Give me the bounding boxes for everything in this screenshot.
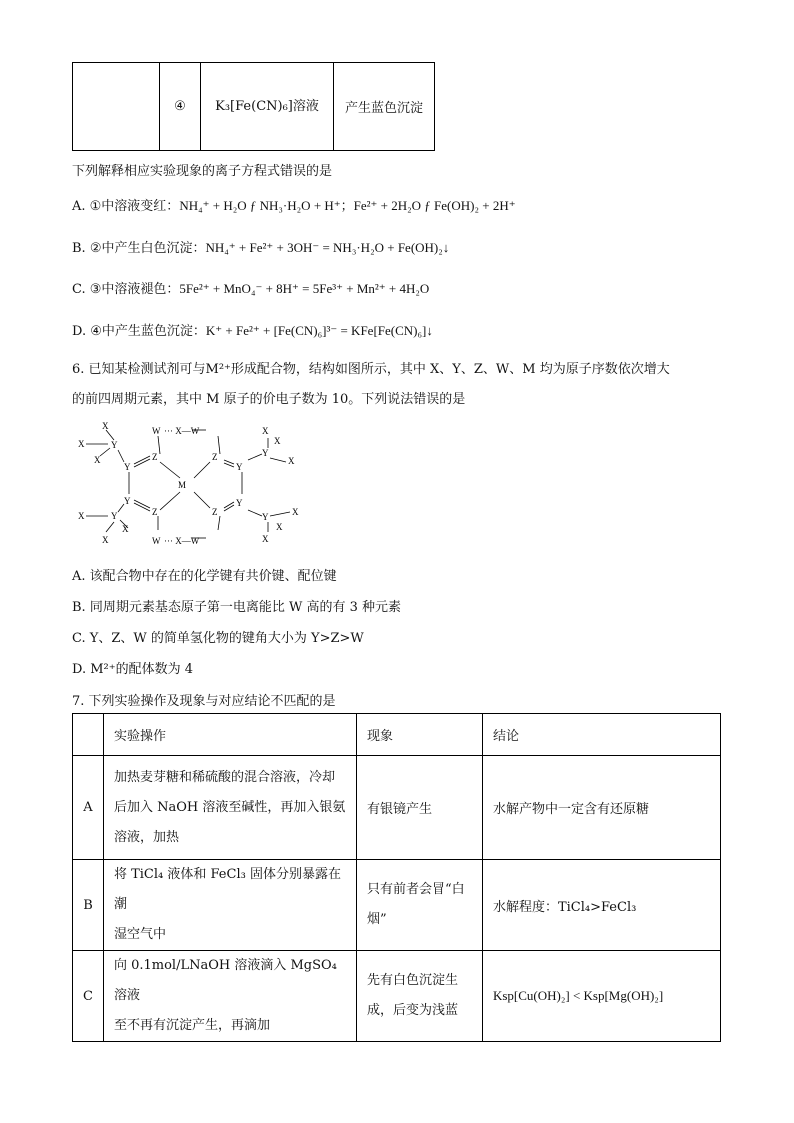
- q7-header-label: [73, 714, 104, 756]
- q5-stem: 下列解释相应实验现象的离子方程式错误的是: [72, 164, 333, 179]
- q5-option-a-label: A. ①中溶液变红：: [72, 199, 180, 214]
- q5-option-c: [72, 278, 429, 297]
- q7-row-c-phenomenon: [356, 951, 482, 1042]
- svg-text:Y: Y: [111, 511, 118, 521]
- q6-option-c: C. Y、Z、W 的简单氢化物的键角大小为 Y>Z>W: [72, 631, 364, 646]
- svg-text:Y: Y: [124, 462, 131, 472]
- q7-row-a-label: A: [73, 756, 104, 860]
- q7-table: [72, 713, 721, 1042]
- svg-text:X: X: [122, 524, 129, 534]
- svg-text:X: X: [292, 507, 299, 517]
- q7-row-b-op-line1: 将 TiCl₄ 液体和 FeCl₃ 固体分别暴露在潮: [113, 867, 341, 912]
- top-table-reagent: K₃[Fe(CN)₆]溶液: [201, 63, 334, 151]
- q7-row-c-operation: [103, 951, 356, 1042]
- structure-atom-labels: [78, 421, 299, 546]
- q7-header-conclusion: 结论: [482, 714, 720, 756]
- q7-row-b-operation: [103, 860, 356, 951]
- q7-row-a-conclusion: 水解产物中一定含有还原糖: [482, 756, 720, 860]
- svg-text:X: X: [262, 426, 269, 436]
- q7-stem: 7. 下列实验操作及现象与对应结论不匹配的是: [72, 694, 336, 709]
- q5-option-c-eq: 5Fe²⁺ + MnO₄⁻ + 8H⁺ = 5Fe³⁺ + Mn²⁺ + 4H₂O: [179, 281, 430, 296]
- svg-text:X: X: [288, 456, 295, 466]
- q7-row-c-label: C: [73, 951, 104, 1042]
- q5-option-a-eq: NH₄⁺ + H₂O ƒ NH₃·H₂O + H⁺；Fe²⁺ + 2H₂O ƒ Fe(OH)₂ + 2H⁺: [179, 198, 516, 213]
- svg-text:Y: Y: [262, 448, 269, 458]
- svg-text:W: W: [152, 426, 161, 436]
- svg-text:Z: Z: [152, 452, 158, 462]
- q5-option-b: [72, 237, 449, 256]
- svg-text:X: X: [78, 439, 85, 449]
- svg-text:Y: Y: [262, 512, 269, 522]
- top-table-phenomenon: 产生蓝色沉淀: [334, 63, 435, 151]
- table-row: [73, 860, 721, 951]
- q5-option-d: [72, 320, 433, 339]
- svg-text:Y: Y: [111, 440, 118, 450]
- q6-option-d: D. M²⁺的配体数为 4: [72, 662, 194, 677]
- q5-option-d-label: D. ④中产生蓝色沉淀：: [72, 324, 206, 339]
- q7-row-c-ph-line2: 成，后变为浅蓝: [366, 1003, 458, 1018]
- svg-text:X: X: [274, 436, 281, 446]
- svg-text:X: X: [102, 421, 109, 431]
- q7-row-b-conclusion: 水解程度：TiCl₄>FeCl₃: [482, 860, 720, 951]
- q7-row-b-phenomenon: [356, 860, 482, 951]
- svg-text:··· X—W: ··· X—W: [164, 536, 200, 546]
- svg-text:M: M: [178, 480, 187, 490]
- q7-row-b-op-line2: 湿空气中: [113, 927, 166, 942]
- q7-table-header-row: [73, 714, 721, 756]
- q6-stem-line1: 6. 已知某检测试剂可与M²⁺形成配合物，结构如图所示，其中 X、Y、Z、W、M 均为原子序数依次增大: [72, 362, 670, 377]
- q5-option-b-eq: NH₄⁺ + Fe²⁺ + 3OH⁻ = NH₃·H₂O + Fe(OH)₂↓: [205, 240, 450, 255]
- svg-text:X: X: [276, 522, 283, 532]
- q7-header-operation: 实验操作: [103, 714, 356, 756]
- svg-text:Z: Z: [212, 452, 218, 462]
- table-row: [73, 951, 721, 1042]
- svg-text:Z: Z: [152, 507, 158, 517]
- svg-text:Y: Y: [236, 462, 243, 472]
- top-table-num: ④: [160, 63, 201, 151]
- q6-option-b: B. 同周期元素基态原子第一电离能比 W 高的有 3 种元素: [72, 600, 401, 615]
- q6-stem-line2: 的前四周期元素，其中 M 原子的价电子数为 10。下列说法错误的是: [72, 392, 466, 407]
- svg-text:X: X: [78, 511, 85, 521]
- svg-text:X: X: [94, 455, 101, 465]
- q7-row-c-conclusion: Ksp[Cu(OH)₂] < Ksp[Mg(OH)₂]: [482, 951, 720, 1042]
- svg-text:X: X: [102, 535, 109, 545]
- q7-header-phenomenon: 现象: [356, 714, 482, 756]
- q7-row-c-ph-line1: 先有白色沉淀生: [366, 973, 458, 988]
- table-row: [73, 756, 721, 860]
- q7-row-a-op-line1: 加热麦芽糖和稀硫酸的混合溶液，冷却: [113, 769, 335, 785]
- svg-text:W: W: [152, 536, 161, 546]
- q7-row-a-operation: [103, 756, 356, 860]
- svg-text:Z: Z: [212, 507, 218, 517]
- svg-text:Y: Y: [124, 496, 131, 506]
- q6-option-a: A. 该配合物中存在的化学键有共价键、配位键: [72, 569, 337, 584]
- q7-row-c-op-line1: 向 0.1mol/LNaOH 溶液滴入 MgSO₄ 溶液: [113, 958, 337, 1003]
- svg-text:Y: Y: [236, 498, 243, 508]
- top-table-empty-cell: [73, 63, 160, 151]
- q7-row-b-ph-line1: 只有前者会冒“白: [366, 882, 465, 897]
- q5-option-b-label: B. ②中产生白色沉淀：: [72, 241, 206, 256]
- q5-option-c-label: C. ③中溶液褪色：: [72, 282, 180, 297]
- q5-option-a: [72, 195, 516, 214]
- q7-row-a-op-line3: 溶液，加热: [113, 829, 179, 845]
- q7-row-c-op-line2: 至不再有沉淀产生，再滴加: [113, 1018, 270, 1033]
- top-table: [72, 62, 435, 151]
- q7-row-b-ph-line2: 烟”: [366, 912, 387, 927]
- q7-row-a-phenomenon: 有银镜产生: [356, 756, 482, 860]
- svg-text:X: X: [262, 534, 269, 544]
- q5-option-d-eq: K⁺ + Fe²⁺ + [Fe(CN)₆]³⁻ = KFe[Fe(CN)₆]↓: [205, 323, 433, 338]
- q7-row-b-label: B: [73, 860, 104, 951]
- svg-text:··· X—W: ··· X—W: [164, 426, 200, 436]
- q7-row-a-op-line2: 后加入 NaOH 溶液至碱性，再加入银氨: [113, 799, 346, 815]
- complex-structure-diagram: [72, 420, 312, 550]
